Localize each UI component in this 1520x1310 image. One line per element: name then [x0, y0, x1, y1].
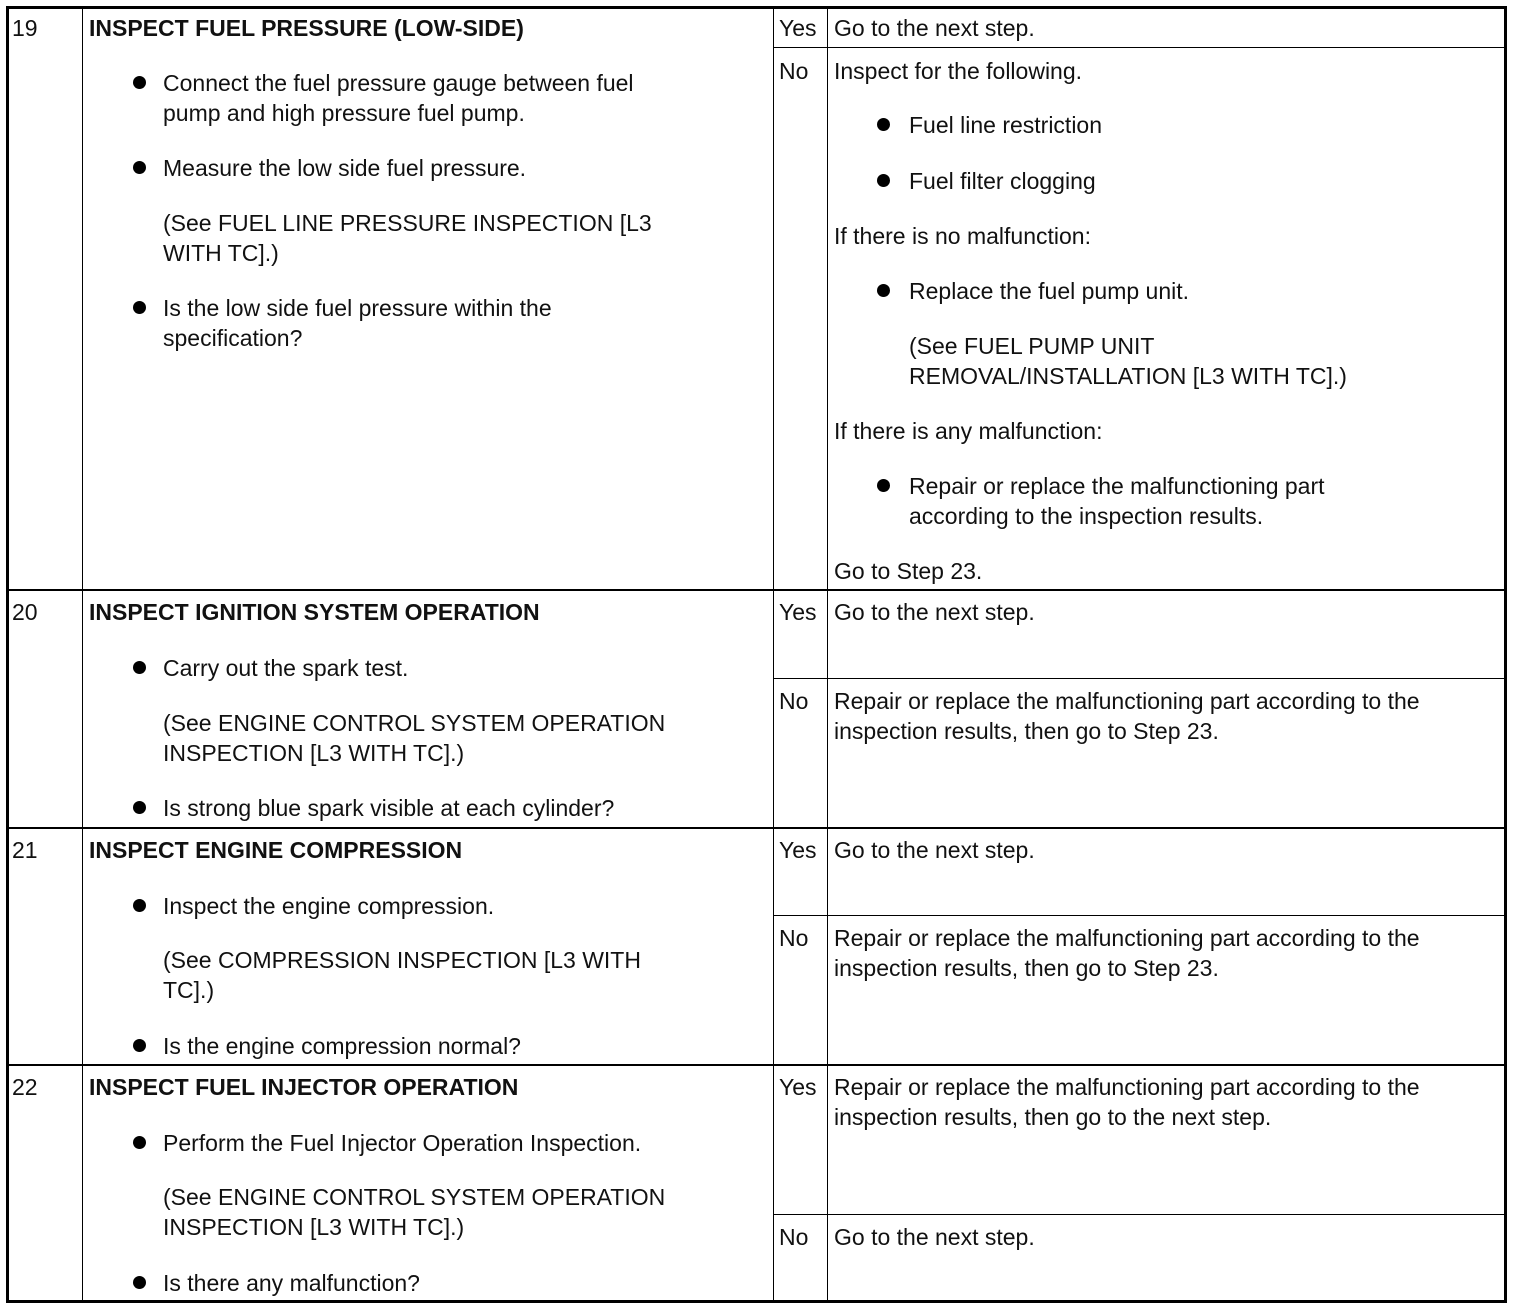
bullet-icon [877, 174, 890, 187]
step-instruction: Perform the Fuel Injector Operation Inspection. [163, 1130, 642, 1156]
step-question: Is there any malfunction? [163, 1270, 420, 1296]
no-action: inspection results, then go to Step 23. [834, 718, 1219, 744]
reference-link[interactable]: REMOVAL/INSTALLATION [L3 WITH TC].) [909, 363, 1347, 389]
bullet-icon [877, 479, 890, 492]
step-instruction: pump and high pressure fuel pump. [163, 100, 525, 126]
reference-link[interactable]: TC].) [163, 977, 215, 1003]
yes-no-divider [773, 1214, 1505, 1215]
step-number: 20 [12, 599, 38, 625]
no-action-item: according to the inspection results. [909, 503, 1264, 529]
reference-link[interactable]: (See ENGINE CONTROL SYSTEM OPERATION [163, 1184, 666, 1210]
no-label: No [779, 925, 809, 951]
no-label: No [779, 1224, 809, 1250]
bullet-icon [133, 661, 146, 674]
reference-link[interactable]: INSPECTION [L3 WITH TC].) [163, 740, 465, 766]
step-instruction: Carry out the spark test. [163, 655, 409, 681]
yes-label: Yes [779, 1074, 817, 1100]
bullet-icon [133, 1136, 146, 1149]
yes-no-divider [773, 678, 1505, 679]
yes-label: Yes [779, 837, 817, 863]
step-instruction: Connect the fuel pressure gauge between fuel [163, 70, 634, 96]
step-question: Is strong blue spark visible at each cylinder? [163, 795, 615, 821]
reference-link[interactable]: (See ENGINE CONTROL SYSTEM OPERATION [163, 710, 666, 736]
bullet-icon [133, 1039, 146, 1052]
yes-action: Go to the next step. [834, 599, 1035, 625]
bullet-icon [133, 161, 146, 174]
no-action-item: Repair or replace the malfunctioning part [909, 473, 1325, 499]
no-action: inspection results, then go to Step 23. [834, 955, 1219, 981]
yes-action: Go to the next step. [834, 15, 1035, 41]
no-action-goto: Go to Step 23. [834, 558, 983, 584]
no-action: Repair or replace the malfunctioning part according to the [834, 688, 1420, 714]
step-title: INSPECT IGNITION SYSTEM OPERATION [89, 599, 540, 625]
reference-link[interactable]: INSPECTION [L3 WITH TC].) [163, 1214, 465, 1240]
no-action: Go to the next step. [834, 1224, 1035, 1250]
yes-action: Go to the next step. [834, 837, 1035, 863]
reference-link[interactable]: (See FUEL LINE PRESSURE INSPECTION [L3 [163, 210, 652, 236]
no-action-item: Fuel filter clogging [909, 168, 1096, 194]
step-number: 22 [12, 1074, 38, 1100]
no-action: Repair or replace the malfunctioning part according to the [834, 925, 1420, 951]
step-title: INSPECT FUEL PRESSURE (LOW-SIDE) [89, 15, 524, 41]
yes-label: Yes [779, 15, 817, 41]
step-title: INSPECT FUEL INJECTOR OPERATION [89, 1074, 519, 1100]
bullet-icon [133, 301, 146, 314]
no-action-item: Fuel line restriction [909, 112, 1103, 138]
no-action-condition: If there is no malfunction: [834, 223, 1091, 249]
reference-link[interactable]: WITH TC].) [163, 240, 279, 266]
step-number: 19 [12, 15, 38, 41]
no-action-item: Replace the fuel pump unit. [909, 278, 1190, 304]
bullet-icon [133, 76, 146, 89]
step-instruction: Measure the low side fuel pressure. [163, 155, 527, 181]
row-divider [8, 827, 1505, 829]
yes-action: Repair or replace the malfunctioning part according to the [834, 1074, 1420, 1100]
no-action-condition: If there is any malfunction: [834, 418, 1103, 444]
step-instruction: Inspect the engine compression. [163, 893, 495, 919]
no-label: No [779, 688, 809, 714]
step-question: Is the engine compression normal? [163, 1033, 521, 1059]
bullet-icon [133, 899, 146, 912]
reference-link[interactable]: (See COMPRESSION INSPECTION [L3 WITH [163, 947, 641, 973]
column-divider [773, 8, 774, 1302]
yes-action: inspection results, then go to the next step. [834, 1104, 1272, 1130]
step-question: specification? [163, 325, 303, 351]
no-action: Inspect for the following. [834, 58, 1083, 84]
column-divider [82, 8, 83, 1302]
reference-link[interactable]: (See FUEL PUMP UNIT [909, 333, 1155, 359]
bullet-icon [877, 118, 890, 131]
no-label: No [779, 58, 809, 84]
bullet-icon [133, 801, 146, 814]
column-divider [827, 8, 828, 1302]
bullet-icon [877, 284, 890, 297]
yes-no-divider [773, 915, 1505, 916]
yes-label: Yes [779, 599, 817, 625]
step-title: INSPECT ENGINE COMPRESSION [89, 837, 463, 863]
step-number: 21 [12, 837, 38, 863]
row-divider [8, 589, 1505, 591]
yes-no-divider [773, 47, 1505, 48]
bullet-icon [133, 1276, 146, 1289]
step-question: Is the low side fuel pressure within the [163, 295, 552, 321]
row-divider [8, 1064, 1505, 1066]
